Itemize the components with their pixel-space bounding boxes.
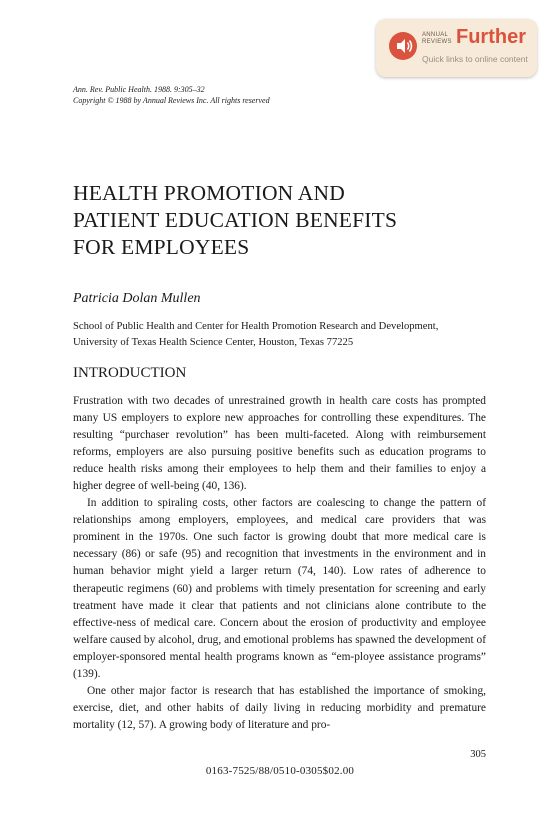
paragraph: Frustration with two decades of unrestrained growth in health care costs has prompted many US employers to explore new approaches for controlling these expenditures. The resulting “purchaser revolution” has been multi-faceted. Along with reimbursement reforms, employers are also pursuing positive benefits such as education programs to reduce health risks among their employees to help them and their families to enjoy a higher degree of well-being (40, 136). xyxy=(73,395,486,493)
body-text xyxy=(73,393,486,734)
section-heading: INTRODUCTION xyxy=(73,365,187,381)
author-name: Patricia Dolan Mullen xyxy=(73,291,201,306)
page-number: 305 xyxy=(470,749,486,760)
affiliation-line-2: University of Texas Health Science Center, Houston, Texas 77225 xyxy=(73,337,354,348)
paragraph: In addition to spiraling costs, other factors are coalescing to change the pattern of relationships among employers, employees, and medical care providers that was prominent in the 1970s. One such factor is growing doubt that more medical care is necessary (86) or safe (95) and recognition that investments in the environment and in human behavior might yield a larger return (74, 140). Low rates of adherence to therapeutic regimens (60) and problems with timely presentation for screening and early treatment have made it clear that patients and not clinicians alone contribute to the effective-ness of medical care. Concern about the erosion of productivity and employee welfare caused by alcohol, drug, and emotional problems has spawned the development of employer-sponsored mental health programs known as “em-ployee assistance programs” (139). xyxy=(73,497,486,680)
author-affiliation xyxy=(73,319,438,351)
title-line-1: HEALTH PROMOTION AND xyxy=(73,181,345,205)
quick-links-link[interactable]: Quick links to online content xyxy=(422,54,528,64)
title-line-3: FOR EMPLOYEES xyxy=(73,235,250,259)
citation-line-1: Ann. Rev. Public Health. 1988. 9:305–32 xyxy=(73,85,205,94)
paragraph: One other major factor is research that has established the importance of smoking, exercise, diet, and other habits of daily living in reducing morbidity and premature mortality (12, 57). A growing body of literature and pro- xyxy=(73,684,486,731)
logo-line-2: REVIEWS xyxy=(422,39,452,45)
copyright-line: Copyright © 1988 by Annual Reviews Inc. All rights reserved xyxy=(73,95,270,105)
title-line-2: PATIENT EDUCATION BENEFITS xyxy=(73,208,398,232)
footer-code: 0163-7525/88/0510-0305$02.00 xyxy=(205,765,355,777)
affiliation-line-1: School of Public Health and Center for Health Promotion Research and Development, xyxy=(73,321,439,332)
journal-citation xyxy=(73,85,270,106)
further-label: Further xyxy=(456,26,526,48)
further-badge[interactable] xyxy=(376,19,537,77)
speaker-icon xyxy=(389,32,417,60)
logo-line-1: ANNUAL xyxy=(422,32,449,38)
annual-reviews-logo xyxy=(422,32,452,46)
article-title xyxy=(73,180,397,261)
